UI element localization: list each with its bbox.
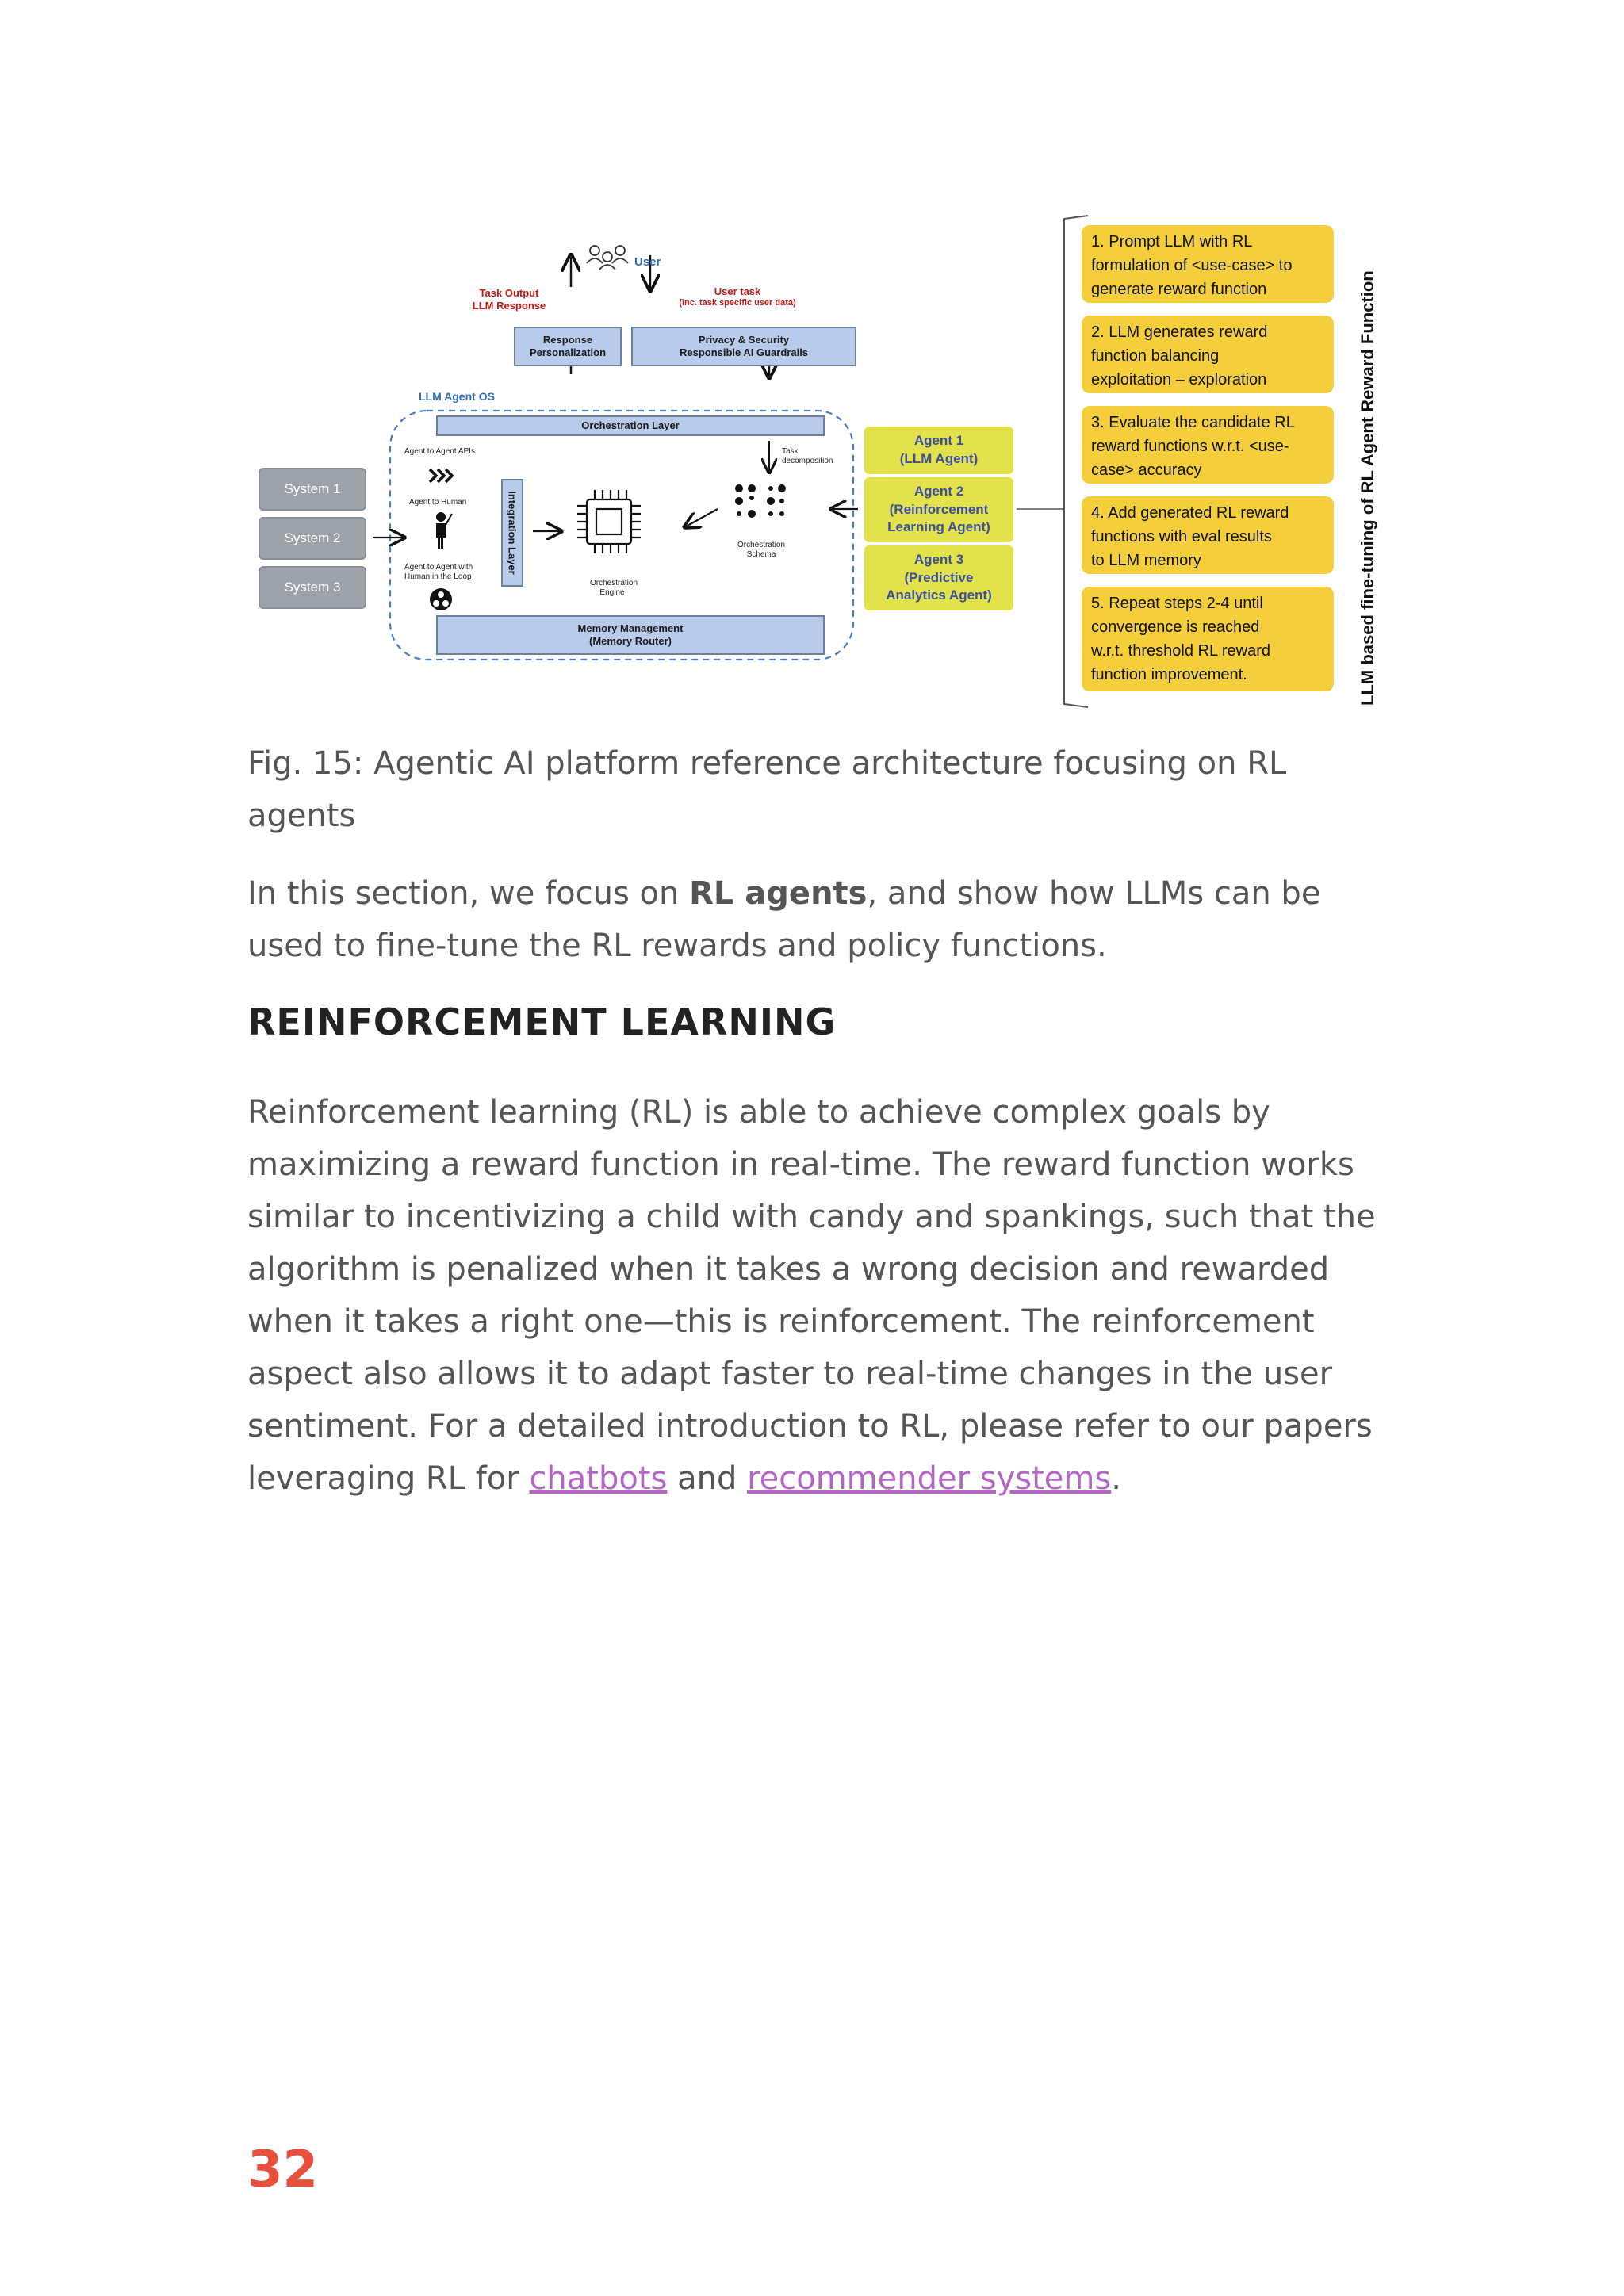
user-label: User bbox=[634, 255, 661, 269]
step-1-line3: generate reward function bbox=[1091, 281, 1267, 298]
system-3-box: System 3 bbox=[259, 566, 366, 609]
step-5-line3: w.r.t. threshold RL reward bbox=[1091, 642, 1271, 660]
step-5-line2: convergence is reached bbox=[1091, 618, 1260, 636]
step-3-line2: reward functions w.r.t. <use- bbox=[1091, 438, 1289, 455]
memory-line2: (Memory Router) bbox=[588, 635, 672, 647]
agent-2-box bbox=[864, 477, 1013, 542]
agent-2-line1: Agent 2 bbox=[914, 483, 964, 499]
architecture-diagram bbox=[254, 206, 1396, 721]
response-personalization-box bbox=[514, 327, 622, 366]
agent-3-line2: (Predictive bbox=[904, 569, 974, 585]
agent-3-box bbox=[864, 545, 1013, 610]
step-1-line1: 1. Prompt LLM with RL bbox=[1091, 233, 1253, 251]
body-end: . bbox=[1111, 1460, 1121, 1497]
step-3-box bbox=[1082, 406, 1334, 484]
response-line2: Personalization bbox=[529, 346, 607, 358]
user-icon bbox=[587, 246, 628, 270]
privacy-line1: Privacy & Security bbox=[698, 333, 790, 346]
step-2-line3: exploitation – exploration bbox=[1091, 371, 1267, 388]
body-paragraph bbox=[247, 1086, 1389, 1505]
vertical-reward-label: LLM based fine-tuning of RL Agent Reward Function bbox=[1358, 270, 1377, 706]
step-2-line1: 2. LLM generates reward bbox=[1091, 323, 1268, 341]
section-heading: REINFORCEMENT LEARNING bbox=[247, 1001, 837, 1043]
step-3-line3: case> accuracy bbox=[1091, 461, 1202, 479]
engine-line1: Orchestration bbox=[590, 579, 638, 587]
agent-2-line2: (Reinforcement bbox=[889, 501, 989, 517]
step-2-line2: function balancing bbox=[1091, 347, 1220, 365]
body-text: Reinforcement learning (RL) is able to achieve complex goals by maximizing a reward function in real-time. The reward function works similar to incentivizing a child with candy and spankings, such that the algorithm is penalized when it takes a wrong decision and rewarded when it takes a right one—this is reinforcement. The reinforcement aspect also allows it to adapt faster to real-time changes in the user sentiment. For a detailed introduction to RL, please refer to our papers leveraging RL for bbox=[247, 1094, 1376, 1497]
response-line1: Response bbox=[542, 333, 593, 346]
task-output-label bbox=[462, 287, 557, 313]
system-2-box: System 2 bbox=[259, 517, 366, 560]
step-5-line4: function improvement. bbox=[1091, 666, 1247, 683]
orchestration-schema-icon bbox=[735, 484, 786, 518]
recommender-systems-link[interactable]: recommender systems bbox=[747, 1460, 1112, 1497]
body-between: and bbox=[667, 1460, 748, 1497]
agent-1-line1: Agent 1 bbox=[914, 433, 964, 449]
agent-with-human-label bbox=[404, 563, 473, 582]
task-decomp-line2: decomposition bbox=[782, 457, 833, 465]
step-4-box bbox=[1082, 496, 1334, 574]
orchestration-engine-label bbox=[590, 579, 638, 598]
step-4-line2: functions with eval results bbox=[1091, 528, 1272, 545]
engine-line2: Engine bbox=[599, 588, 625, 597]
memory-line1: Memory Management bbox=[577, 622, 684, 634]
task-decomp-line1: Task bbox=[782, 447, 799, 456]
task-output-line1: Task Output bbox=[479, 287, 539, 299]
step-3-line1: 3. Evaluate the candidate RL bbox=[1091, 414, 1295, 431]
orchestration-engine-icon bbox=[577, 490, 641, 553]
integration-layer-label: Integration Layer bbox=[506, 491, 519, 575]
agent-2-line3: Learning Agent) bbox=[887, 519, 990, 535]
task-output-line2: LLM Response bbox=[472, 300, 546, 312]
step-1-box bbox=[1082, 225, 1334, 303]
user-task-label bbox=[658, 285, 817, 309]
agent-with-human-line1: Agent to Agent with bbox=[404, 563, 473, 572]
integration-layer-box bbox=[501, 479, 523, 587]
privacy-security-box bbox=[631, 327, 856, 366]
schema-line2: Schema bbox=[746, 550, 776, 559]
user-task-line1: User task bbox=[714, 285, 761, 297]
orchestration-layer-box: Orchestration Layer bbox=[436, 415, 825, 436]
chevrons-icon bbox=[430, 469, 452, 482]
human-loop-icon bbox=[430, 588, 452, 610]
intro-paragraph bbox=[247, 867, 1389, 972]
user-task-line2: (inc. task specific user data) bbox=[679, 298, 796, 308]
person-icon bbox=[436, 512, 452, 549]
step-1-line2: formulation of <use-case> to bbox=[1091, 257, 1293, 274]
intro-text-2: , and show how LLMs can be used to fine-tune the RL rewards and policy functions. bbox=[247, 875, 1321, 964]
step-4-line3: to LLM memory bbox=[1091, 552, 1201, 569]
step-5-box bbox=[1082, 587, 1334, 691]
orchestration-schema-label bbox=[737, 541, 785, 560]
agent-to-agent-apis-label: Agent to Agent APIs bbox=[404, 447, 475, 456]
task-decomposition-label bbox=[782, 447, 833, 466]
memory-management-box bbox=[436, 615, 825, 655]
agent-1-box bbox=[864, 427, 1013, 474]
page-number: 32 bbox=[247, 2141, 319, 2199]
step-2-box bbox=[1082, 316, 1334, 393]
schema-line1: Orchestration bbox=[737, 541, 786, 549]
agent-3-line1: Agent 3 bbox=[914, 551, 964, 567]
system-1-box: System 1 bbox=[259, 468, 366, 511]
figure-caption: Fig. 15: Agentic AI platform reference architecture focusing on RL agents bbox=[247, 745, 1287, 834]
agent-to-human-label: Agent to Human bbox=[409, 498, 467, 507]
step-5-line1: 5. Repeat steps 2-4 until bbox=[1091, 595, 1263, 612]
agent-with-human-line2: Human in the Loop bbox=[404, 572, 472, 581]
llm-agent-os-label: LLM Agent OS bbox=[419, 390, 495, 403]
intro-bold: RL agents bbox=[689, 875, 868, 912]
privacy-line2: Responsible AI Guardrails bbox=[679, 346, 809, 358]
agent-3-line3: Analytics Agent) bbox=[886, 587, 992, 603]
agent-1-line2: (LLM Agent) bbox=[899, 451, 979, 466]
step-4-line1: 4. Add generated RL reward bbox=[1091, 504, 1289, 522]
intro-text-1: In this section, we focus on bbox=[247, 875, 690, 912]
chatbots-link[interactable]: chatbots bbox=[529, 1460, 668, 1497]
